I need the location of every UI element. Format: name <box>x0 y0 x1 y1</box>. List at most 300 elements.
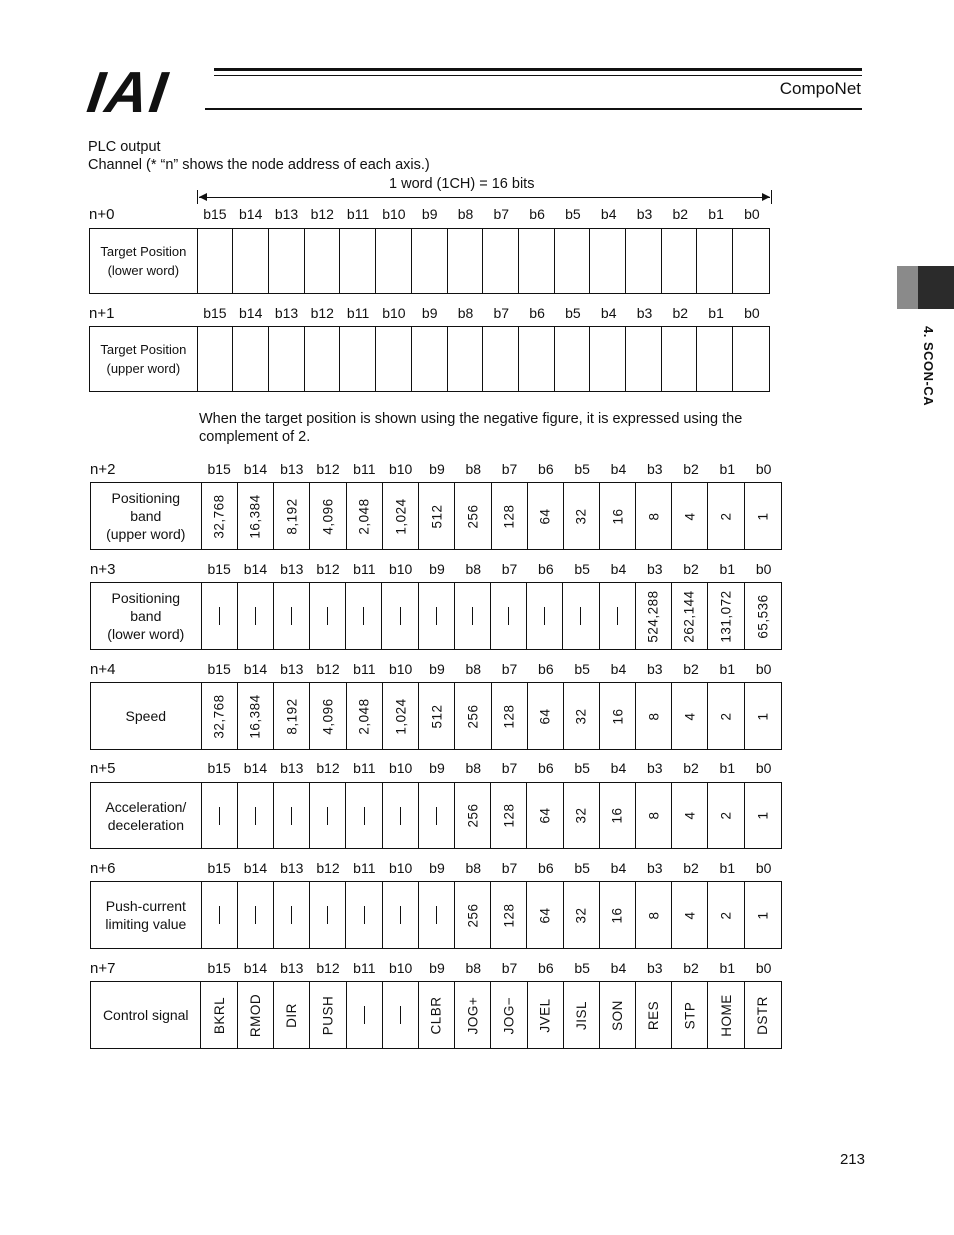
unused-bit-mark <box>291 906 292 924</box>
bit-header-b1: b1 <box>719 760 736 776</box>
bit-table <box>90 981 782 1049</box>
unused-bit-mark <box>219 607 220 625</box>
register-name <box>90 327 198 391</box>
bit-cell-b10 <box>382 583 418 649</box>
channel-label: n+2 <box>90 461 116 478</box>
bit-value: STP <box>682 1001 698 1029</box>
bit-header-b4: b4 <box>610 760 627 776</box>
bit-header-b1: b1 <box>719 960 736 976</box>
bit-header-b8: b8 <box>457 305 474 321</box>
bit-header-b14: b14 <box>243 760 268 776</box>
bit-cell-b12 <box>310 483 346 549</box>
bit-header-b10: b10 <box>388 760 413 776</box>
bit-header-b10: b10 <box>388 461 413 477</box>
unused-bit-mark <box>400 607 401 625</box>
register-name-text <box>106 489 185 543</box>
bit-header-b9: b9 <box>429 461 445 477</box>
register-name-line: Positioning <box>111 490 181 506</box>
bit-cell-b8 <box>455 783 491 848</box>
bit-value: 4 <box>682 811 698 820</box>
bit-cell-b15 <box>202 683 238 749</box>
bit-header-b3: b3 <box>646 960 663 976</box>
bit-cell-b10 <box>383 683 419 749</box>
bit-header-b13: b13 <box>274 305 299 321</box>
register-name <box>91 683 202 749</box>
bit-cell-b2 <box>672 583 708 649</box>
bit-header-b2: b2 <box>683 960 699 976</box>
bit-cell-b15 <box>198 229 234 293</box>
bit-cell-b11 <box>346 783 382 848</box>
bit-cell-b12 <box>310 783 346 848</box>
bit-cell-b1 <box>708 483 744 549</box>
bit-header-b13: b13 <box>274 206 299 222</box>
register-name-text <box>107 589 184 643</box>
bit-header-b5: b5 <box>565 305 581 321</box>
bit-value: 64 <box>537 906 553 924</box>
unused-bit-mark <box>255 607 256 625</box>
bit-cell-b5 <box>564 683 600 749</box>
bit-cell-b14 <box>233 327 269 391</box>
bit-header-b13: b13 <box>280 561 304 577</box>
arrowhead-left <box>199 193 207 201</box>
bit-cell-b13 <box>274 583 310 649</box>
bit-table <box>90 582 782 650</box>
bit-cell-b1 <box>697 229 733 293</box>
bit-cell-b7 <box>491 583 527 649</box>
register-name-line: Control signal <box>102 1007 189 1023</box>
bit-header-b0: b0 <box>755 960 772 976</box>
bit-header-b3: b3 <box>646 860 663 876</box>
bit-value: 1,024 <box>393 497 409 535</box>
bit-header-b7: b7 <box>501 561 518 577</box>
bit-value: 8,192 <box>284 497 300 535</box>
bit-value: 8,192 <box>284 697 300 735</box>
register-name <box>91 982 201 1048</box>
bit-cell-b1 <box>708 583 744 649</box>
bit-cell-b5 <box>555 327 591 391</box>
bit-header-b14: b14 <box>243 960 268 976</box>
bit-header-b7: b7 <box>501 461 518 477</box>
bit-header-b7: b7 <box>501 661 518 677</box>
bit-header-b11: b11 <box>353 760 376 776</box>
bit-header-b1: b1 <box>719 860 736 876</box>
bit-cell-b12 <box>310 882 346 948</box>
register-name-line: band <box>130 608 162 624</box>
bit-header-b14: b14 <box>239 305 263 321</box>
bit-header-b8: b8 <box>457 206 474 222</box>
bit-cell-b15 <box>202 783 238 848</box>
bit-header-b10: b10 <box>388 860 413 876</box>
bit-cell-b4 <box>600 483 636 549</box>
unused-bit-mark <box>363 607 364 625</box>
bit-cell-b0 <box>745 683 781 749</box>
bit-cell-b9 <box>419 583 455 649</box>
bit-value: 128 <box>501 703 517 729</box>
bit-cell-b0 <box>733 327 769 391</box>
bit-header-b5: b5 <box>574 960 590 976</box>
header-rule-mid <box>214 75 862 76</box>
bit-cell-b2 <box>672 783 708 848</box>
bit-cell-b8 <box>455 583 491 649</box>
bit-cell-b14 <box>238 583 274 649</box>
document-title: CompoNet <box>779 79 861 98</box>
bit-value: 4,096 <box>320 497 336 535</box>
word-width-arrow <box>199 197 770 198</box>
bit-cell-b3 <box>626 327 662 391</box>
bit-header-b11: b11 <box>353 661 376 677</box>
bit-header-b14: b14 <box>239 206 263 222</box>
bit-cell-b15 <box>202 583 238 649</box>
bit-header-b10: b10 <box>388 960 413 976</box>
bit-header-b15: b15 <box>207 661 231 677</box>
channel-label: n+5 <box>90 760 116 777</box>
bit-header-b2: b2 <box>672 305 689 321</box>
bit-cell-b1 <box>708 882 744 948</box>
bit-cell-b3 <box>636 583 672 649</box>
bit-cell-b14 <box>238 982 274 1048</box>
bit-cell-b11 <box>346 882 382 948</box>
unused-bit-mark <box>255 807 256 825</box>
iai-logo: IAI <box>83 60 173 125</box>
bit-cell-b4 <box>600 783 636 848</box>
bit-header-b9: b9 <box>429 960 445 976</box>
bit-cell-b2 <box>662 229 698 293</box>
bit-cell-b4 <box>600 982 636 1048</box>
bit-value: 2 <box>718 910 734 920</box>
bit-header-b10: b10 <box>388 661 413 677</box>
bit-cell-b6 <box>528 483 564 549</box>
bit-header-b14: b14 <box>243 661 268 677</box>
channel-label: n+0 <box>89 206 115 223</box>
bit-header-b4: b4 <box>610 860 627 876</box>
bit-header-b8: b8 <box>465 561 482 577</box>
register-name-text <box>100 242 186 280</box>
bit-value: 16,384 <box>248 693 264 739</box>
register-name <box>91 483 202 549</box>
bit-header-b11: b11 <box>353 461 376 477</box>
bit-header-b9: b9 <box>429 760 445 776</box>
bit-cell-b5 <box>564 882 600 948</box>
bit-cell-b14 <box>233 229 269 293</box>
unused-bit-mark <box>219 807 220 825</box>
bit-value: PUSH <box>320 995 336 1035</box>
bit-header-b11: b11 <box>353 561 376 577</box>
bit-header-b12: b12 <box>316 860 340 876</box>
bit-header-b2: b2 <box>672 206 689 222</box>
bit-value: 1 <box>755 511 771 521</box>
bit-cell-b3 <box>636 982 672 1048</box>
bit-cell-b15 <box>202 483 238 549</box>
bit-value: DSTR <box>755 995 771 1035</box>
bit-header-b12: b12 <box>310 305 334 321</box>
bit-value: 1,024 <box>393 697 409 735</box>
bit-cell-b14 <box>238 483 274 549</box>
bit-header-b2: b2 <box>683 661 699 677</box>
bit-value: 32 <box>573 807 589 824</box>
bit-value: 2,048 <box>356 697 372 735</box>
bit-cell-b6 <box>528 683 564 749</box>
bit-cell-b0 <box>745 982 781 1048</box>
bit-header-b3: b3 <box>646 661 663 677</box>
bit-table <box>89 326 770 392</box>
bit-header-b6: b6 <box>538 561 554 577</box>
bit-value: RMOD <box>247 993 263 1037</box>
page-number: 213 <box>839 1151 865 1168</box>
bit-header-b8: b8 <box>465 760 482 776</box>
bit-cell-b9 <box>419 982 455 1048</box>
unused-bit-mark <box>327 607 328 625</box>
unused-bit-mark <box>219 906 220 924</box>
bit-cell-b4 <box>590 229 626 293</box>
bit-value: JOG+ <box>465 996 481 1034</box>
bit-cell-b15 <box>198 327 234 391</box>
bit-cell-b4 <box>600 583 636 649</box>
bit-table <box>90 682 782 750</box>
bit-header-b15: b15 <box>207 461 231 477</box>
bit-cell-b4 <box>600 882 636 948</box>
bit-value: 4,096 <box>320 697 336 735</box>
register-name <box>90 229 198 293</box>
register-name-line: Speed <box>125 708 167 724</box>
bit-value: 16 <box>610 707 626 725</box>
bit-cell-b0 <box>733 229 769 293</box>
negative-value-note-cont: complement of 2. <box>199 429 311 445</box>
bit-header-b9: b9 <box>421 305 438 321</box>
bit-header-b15: b15 <box>203 305 227 321</box>
bit-cell-b2 <box>672 882 708 948</box>
bit-header-b13: b13 <box>280 461 304 477</box>
bit-value: 64 <box>537 507 553 525</box>
register-name <box>91 783 202 848</box>
register-name-text <box>105 897 186 933</box>
bit-cell-b7 <box>491 882 527 948</box>
bit-value: 512 <box>429 703 445 729</box>
register-name <box>91 882 202 948</box>
unused-bit-mark <box>364 1006 365 1024</box>
bit-cell-b11 <box>347 982 383 1048</box>
register-name-line: (lower word) <box>107 263 180 278</box>
bit-cell-b10 <box>383 982 419 1048</box>
bit-cell-b12 <box>310 982 346 1048</box>
bit-header-b6: b6 <box>538 661 554 677</box>
arrow-tick-left <box>197 190 198 204</box>
bit-value: 256 <box>465 503 481 529</box>
register-name-line: (upper word) <box>106 526 186 542</box>
unused-bit-mark <box>436 807 437 825</box>
bit-cell-b2 <box>662 327 698 391</box>
bit-header-b0: b0 <box>755 661 772 677</box>
bit-cell-b12 <box>310 583 346 649</box>
register-name-text <box>103 1006 189 1024</box>
bit-header-b12: b12 <box>316 561 340 577</box>
bit-cell-b8 <box>455 982 491 1048</box>
bit-value: JOG− <box>501 996 517 1034</box>
bit-header-b1: b1 <box>708 305 724 321</box>
section-heading: PLC output <box>88 139 161 155</box>
bit-value: BKRL <box>211 996 227 1034</box>
bit-value: 32 <box>573 707 589 725</box>
bit-header-b8: b8 <box>465 461 482 477</box>
bit-header-b7: b7 <box>493 305 510 321</box>
bit-header-b8: b8 <box>465 661 482 677</box>
bit-header-b10: b10 <box>388 561 413 577</box>
bit-cell-b6 <box>519 327 555 391</box>
side-tab-marker-light <box>897 266 918 309</box>
bit-cell-b1 <box>708 683 744 749</box>
bit-value: SON <box>609 999 625 1031</box>
bit-header-b12: b12 <box>316 461 340 477</box>
bit-value: HOME <box>718 993 734 1037</box>
bit-header-b5: b5 <box>574 860 590 876</box>
bit-value: 256 <box>465 902 481 928</box>
bit-table <box>89 228 770 294</box>
bit-header-b15: b15 <box>207 760 231 776</box>
bit-cell-b13 <box>274 683 310 749</box>
bit-cell-b8 <box>455 483 491 549</box>
bit-cell-b0 <box>745 882 781 948</box>
bit-cell-b9 <box>419 483 455 549</box>
bit-header-b14: b14 <box>243 561 268 577</box>
bit-cell-b6 <box>527 783 563 848</box>
channel-label: n+3 <box>90 561 116 578</box>
bit-header-b6: b6 <box>538 860 554 876</box>
bit-cell-b10 <box>376 327 412 391</box>
bit-header-b9: b9 <box>429 561 445 577</box>
bit-header-b11: b11 <box>353 860 376 876</box>
bit-cell-b6 <box>527 882 563 948</box>
bit-header-b2: b2 <box>683 561 699 577</box>
bit-cell-b7 <box>483 327 519 391</box>
bit-cell-b13 <box>274 982 310 1048</box>
bit-header-b6: b6 <box>538 960 554 976</box>
bit-header-b5: b5 <box>574 760 590 776</box>
bit-cell-b8 <box>448 229 484 293</box>
bit-cell-b14 <box>238 783 274 848</box>
register-name-line: Target Position <box>100 244 187 259</box>
register-name-line: limiting value <box>105 916 187 932</box>
register-name-text <box>100 340 186 378</box>
bit-header-b6: b6 <box>538 461 554 477</box>
bit-header-b13: b13 <box>280 860 304 876</box>
bit-header-b15: b15 <box>207 960 231 976</box>
bit-header-b11: b11 <box>346 305 370 321</box>
channel-label: n+6 <box>90 860 116 877</box>
bit-value: 2 <box>718 711 734 721</box>
bit-cell-b11 <box>347 483 383 549</box>
bit-value: 1 <box>755 811 771 820</box>
register-name-line: deceleration <box>107 816 184 833</box>
bit-table <box>90 881 782 949</box>
bit-header-b10: b10 <box>382 206 406 222</box>
bit-value: JISL <box>573 1000 589 1030</box>
bit-cell-b0 <box>745 483 781 549</box>
unused-bit-mark <box>580 607 581 625</box>
negative-value-note: When the target position is shown using the negative figure, it is expressed using the <box>199 411 743 427</box>
bit-value: 2 <box>718 511 734 521</box>
bit-header-b0: b0 <box>755 461 772 477</box>
bit-cell-b0 <box>745 583 781 649</box>
bit-value: 4 <box>682 511 698 521</box>
unused-bit-mark <box>472 607 473 625</box>
bit-cell-b1 <box>708 982 744 1048</box>
unused-bit-mark <box>400 1006 401 1024</box>
bit-header-b5: b5 <box>574 461 590 477</box>
bit-value: 256 <box>465 703 481 729</box>
bit-header-b4: b4 <box>610 960 627 976</box>
bit-cell-b7 <box>483 229 519 293</box>
bit-cell-b5 <box>564 783 600 848</box>
bit-header-b4: b4 <box>610 661 627 677</box>
bit-value: 64 <box>537 707 553 725</box>
bit-value: 4 <box>682 910 698 920</box>
bit-cell-b11 <box>340 229 376 293</box>
bit-header-b12: b12 <box>316 760 340 776</box>
bit-header-b11: b11 <box>346 206 370 222</box>
unused-bit-mark <box>544 607 545 625</box>
register-name-line: (lower word) <box>107 626 185 642</box>
channel-label: n+7 <box>90 960 116 977</box>
bit-header-b8: b8 <box>465 860 482 876</box>
bit-cell-b2 <box>672 683 708 749</box>
channel-label: n+1 <box>89 305 115 322</box>
arrowhead-right <box>762 193 770 201</box>
bit-value: 524,288 <box>645 589 661 643</box>
bit-cell-b2 <box>672 982 708 1048</box>
bit-header-b12: b12 <box>316 960 340 976</box>
bit-header-b12: b12 <box>316 661 340 677</box>
bit-cell-b12 <box>310 683 346 749</box>
unused-bit-mark <box>255 906 256 924</box>
bit-header-b15: b15 <box>203 206 227 222</box>
bit-header-b4: b4 <box>610 561 627 577</box>
bit-value: CLBR <box>428 995 444 1035</box>
bit-value: 8 <box>646 811 662 820</box>
bit-value: 65,536 <box>755 593 771 639</box>
register-name-line: band <box>130 508 162 524</box>
bit-header-b12: b12 <box>310 206 334 222</box>
unused-bit-mark <box>400 906 401 924</box>
bit-cell-b1 <box>697 327 733 391</box>
bit-header-b13: b13 <box>280 760 304 776</box>
bit-header-b13: b13 <box>280 661 304 677</box>
bit-cell-b14 <box>238 683 274 749</box>
bit-header-b6: b6 <box>538 760 554 776</box>
bit-header-b7: b7 <box>501 760 518 776</box>
bit-header-b9: b9 <box>429 661 445 677</box>
bit-cell-b11 <box>347 683 383 749</box>
bit-value: 32 <box>573 906 589 924</box>
bit-cell-b3 <box>636 483 672 549</box>
bit-header-b7: b7 <box>501 860 518 876</box>
word-size-label: 1 word (1CH) = 16 bits <box>389 176 535 192</box>
bit-cell-b3 <box>636 683 672 749</box>
bit-header-b9: b9 <box>429 860 445 876</box>
bit-cell-b12 <box>305 229 341 293</box>
bit-cell-b15 <box>201 982 237 1048</box>
bit-table <box>90 782 782 849</box>
bit-cell-b5 <box>563 583 599 649</box>
bit-value: 2,048 <box>356 497 372 535</box>
bit-header-b3: b3 <box>646 760 663 776</box>
bit-cell-b11 <box>340 327 376 391</box>
bit-header-b14: b14 <box>243 860 268 876</box>
bit-value: 1 <box>755 910 771 920</box>
bit-value: 16 <box>610 507 626 525</box>
bit-value: 8 <box>646 511 662 521</box>
bit-header-b4: b4 <box>600 305 617 321</box>
bit-header-b5: b5 <box>574 661 590 677</box>
register-name-text <box>105 798 186 834</box>
